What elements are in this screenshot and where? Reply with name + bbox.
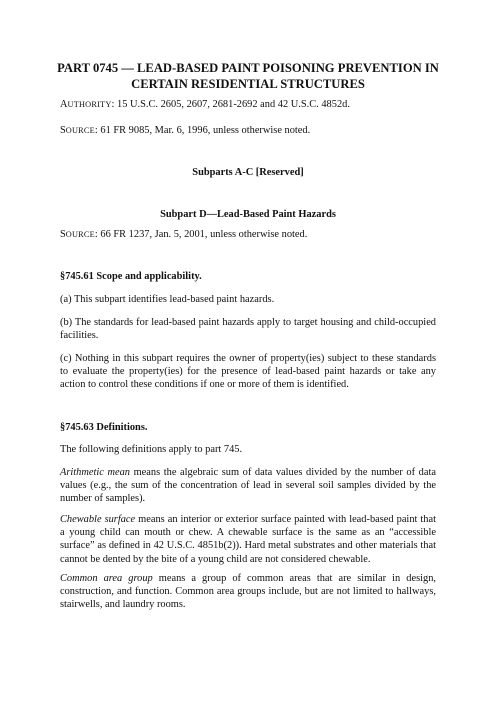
- section-745-61-paragraph-b: (b) The standards for lead-based paint hazards apply to target housing and child-occupied facilities.: [60, 317, 436, 342]
- definition-term: Common area group: [60, 573, 153, 584]
- definition-term: Arithmetic mean: [60, 467, 130, 478]
- definition-term: Chewable surface: [60, 514, 136, 525]
- source-line-part: SOURCE: 61 FR 9085, Mar. 6, 1996, unless otherwise noted.: [60, 125, 311, 136]
- part-title-line-2: CERTAIN RESIDENTIAL STRUCTURES: [131, 77, 365, 91]
- definition-text: means a group of common areas that are similar in design, construction, and function. Common area groups include, but are not limited to hallways, stairwells, and laundry rooms.: [60, 573, 436, 611]
- section-745-61-paragraph-a: (a) This subpart identifies lead-based paint hazards.: [60, 294, 275, 305]
- definition-arithmetic-mean: [60, 466, 436, 506]
- subpart-d-heading: Subpart D—Lead-Based Paint Hazards: [160, 209, 336, 220]
- definition-chewable-surface: [60, 513, 436, 566]
- part-title: [40, 60, 456, 92]
- definition-text: means an interior or exterior surface painted with lead-based paint that a young child can mouth or chew. A chewable surface is the same as an “accessible surface” as defined in 42 U.S.C. 4851b(2)). Hard metal substrates and other materials that cannot be dented by the bite of a young child are not considered chewable.: [60, 514, 436, 565]
- section-745-63-intro: The following definitions apply to part 745.: [60, 444, 243, 455]
- source-line-subpart-d: SOURCE: 66 FR 1237, Jan. 5, 2001, unless otherwise noted.: [60, 229, 308, 240]
- section-745-61-paragraph-c: (c) Nothing in this subpart requires the owner of property(ies) subject to these standards to evaluate the property(ies) for the presence of lead-based paint hazards or take any action to control these conditions if one or more of them is identified.: [60, 353, 436, 391]
- subparts-reserved-heading: Subparts A-C [Reserved]: [192, 167, 304, 178]
- definition-common-area-group: [60, 572, 436, 612]
- authority-line: AUTHORITY: 15 U.S.C. 2605, 2607, 2681-2692 and 42 U.S.C. 4852d.: [60, 99, 350, 110]
- definition-text: means the algebraic sum of data values divided by the number of data values (e.g., the sum of the concentration of lead in several soil samples divided by the number of samples).: [60, 467, 436, 505]
- part-title-line-1: PART 0745 — LEAD-BASED PAINT POISONING PREVENTION IN: [57, 61, 439, 75]
- section-745-63-heading: §745.63 Definitions.: [60, 422, 148, 433]
- section-745-61-heading: §745.61 Scope and applicability.: [60, 271, 202, 282]
